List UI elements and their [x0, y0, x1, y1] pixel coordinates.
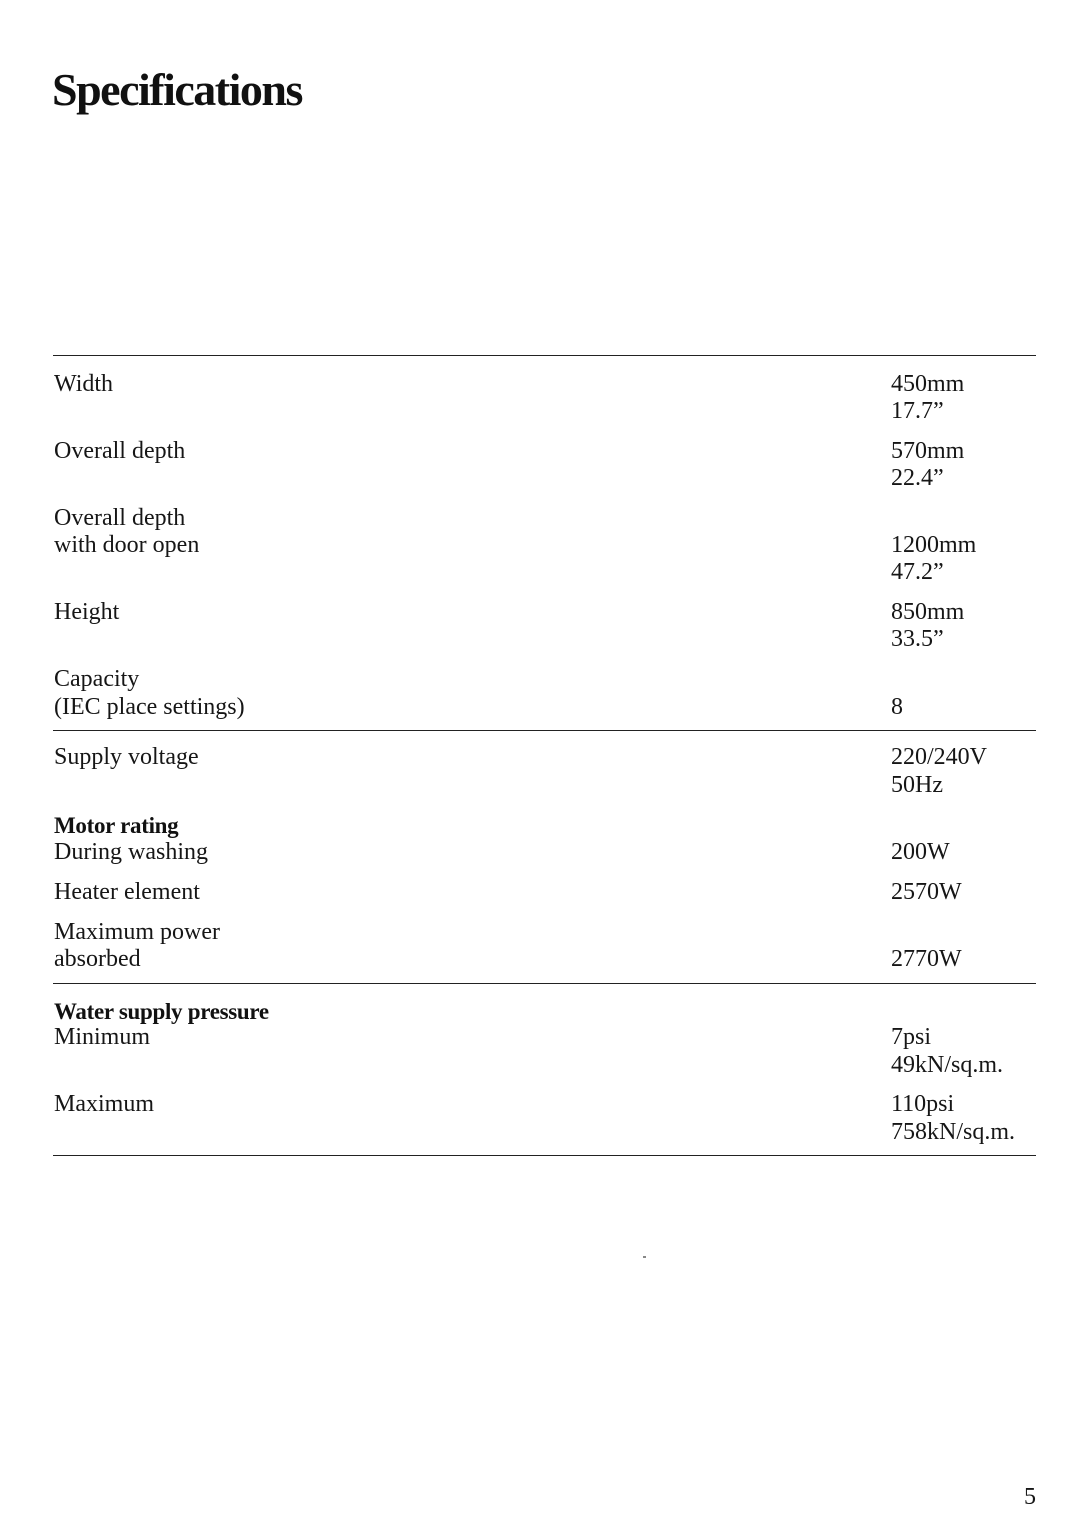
- overall-depth-imperial-value: 22.4”: [891, 465, 944, 491]
- width-metric-value: 450mm: [891, 371, 965, 397]
- section-divider-bottom: [53, 1155, 1036, 1156]
- depth-door-open-label: Overall depth: [54, 505, 186, 531]
- height-label: Height: [54, 599, 120, 625]
- overall-depth-metric-value: 570mm: [891, 438, 965, 464]
- max-power-label-line2: absorbed: [54, 946, 141, 972]
- section-divider-top: [53, 355, 1036, 356]
- capacity-label-line2: (IEC place settings): [54, 694, 245, 720]
- section-divider-lower: [53, 983, 1036, 984]
- capacity-label: Capacity: [54, 666, 140, 692]
- during-washing-value: 200W: [891, 839, 950, 865]
- heater-element-value: 2570W: [891, 879, 962, 905]
- minimum-pressure-kn: 49kN/sq.m.: [891, 1052, 1004, 1078]
- depth-door-open-label-line2: with door open: [54, 532, 200, 558]
- motor-rating-heading: Motor rating: [54, 813, 179, 838]
- page-title: Specifications: [52, 64, 302, 115]
- depth-door-open-metric-value: 1200mm: [891, 532, 977, 558]
- width-label: Width: [54, 371, 114, 397]
- supply-voltage-value: 220/240V: [891, 744, 987, 770]
- scan-speck: [643, 1256, 646, 1258]
- capacity-value: 8: [891, 694, 903, 720]
- max-power-label: Maximum power: [54, 919, 220, 945]
- maximum-pressure-label: Maximum: [54, 1091, 154, 1117]
- during-washing-label: During washing: [54, 839, 208, 865]
- page-number: 5: [1024, 1484, 1036, 1510]
- section-divider-middle: [53, 730, 1036, 731]
- supply-frequency-value: 50Hz: [891, 772, 943, 798]
- supply-voltage-label: Supply voltage: [54, 744, 199, 770]
- overall-depth-label: Overall depth: [54, 438, 186, 464]
- depth-door-open-imperial-value: 47.2”: [891, 559, 944, 585]
- heater-element-label: Heater element: [54, 879, 200, 905]
- max-power-value: 2770W: [891, 946, 962, 972]
- minimum-pressure-label: Minimum: [54, 1024, 151, 1050]
- minimum-pressure-psi: 7psi: [891, 1024, 932, 1050]
- width-imperial-value: 17.7”: [891, 398, 944, 424]
- maximum-pressure-psi: 110psi: [891, 1091, 955, 1117]
- water-pressure-heading: Water supply pressure: [54, 999, 269, 1024]
- height-metric-value: 850mm: [891, 599, 965, 625]
- maximum-pressure-kn: 758kN/sq.m.: [891, 1119, 1016, 1145]
- height-imperial-value: 33.5”: [891, 626, 944, 652]
